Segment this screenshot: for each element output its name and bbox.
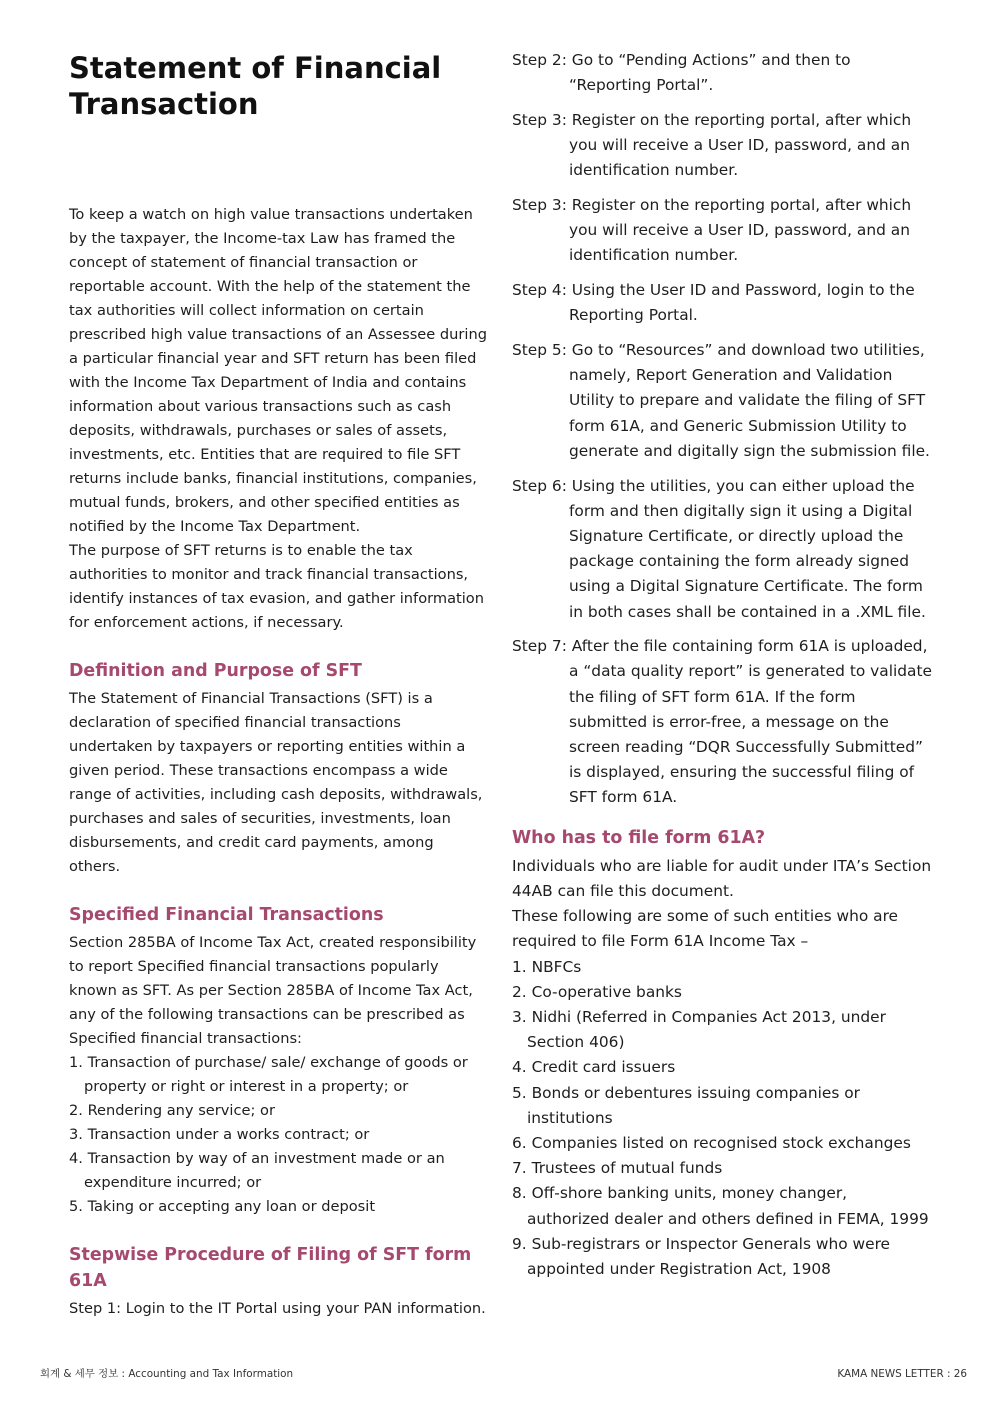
intro-paragraph-2: The purpose of SFT returns is to enable the tax authorities to monitor and track financial transactions, identify instances of tax evasion, and gather information for enforcement actions, if necessary.	[69, 542, 484, 631]
footer-page-number: KAMA NEWS LETTER : 26	[837, 1368, 967, 1380]
who-text-2: These following are some of such entities who are required to file Form 61A Income Tax –	[512, 907, 899, 951]
step-item-7: Step 7: After the file containing form 61A is uploaded, a “data quality report” is generated to validate the filing of SFT form 61A. If the form submitted is error-free, a message on the screen reading “DQR Successfully Submitted” is displayed, ensuring the successful filing of SFT form 61A.	[512, 637, 932, 807]
footer-section-label: 회계 & 세무 정보 : Accounting and Tax Information	[40, 1368, 294, 1380]
list-item: 9. Sub-registrars or Inspector Generals who were appointed under Registration Act, 1908	[512, 1234, 891, 1278]
intro-paragraph-1: To keep a watch on high value transactions undertaken by the taxpayer, the Income-tax Law has framed the concept of statement of financial transaction or reportable account. With the help of the statement the tax authorities will collect information on certain prescribed high value transactions of an Assessee during a particular financial year and SFT return has been filed with the Income Tax Department of India and contains information about various transactions such as cash deposits, withdrawals, purchases or sales of assets, investments, etc. Entities that are required to file SFT returns include banks, financial institutions, companies, mutual funds, brokers, and other specified entities as notified by the Income Tax Department.	[69, 206, 487, 535]
list-item: 1. NBFCs	[512, 957, 582, 976]
left-column	[69, 203, 489, 1321]
list-item: 2. Co-operative banks	[512, 982, 682, 1001]
step-item-5: Step 5: Go to “Resources” and download two utilities, namely, Report Generation and Validation Utility to prepare and validate the filing of SFT form 61A, and Generic Submission Utility to generate and digitally sign the submission file.	[512, 341, 930, 460]
list-item: 5. Taking or accepting any loan or deposit	[69, 1198, 376, 1215]
list-item: 7. Trustees of mutual funds	[512, 1159, 723, 1178]
step-item-3-repeat: Step 3: Register on the reporting portal, after which you will receive a User ID, password, and an identification number.	[512, 196, 912, 265]
who-heading: Who has to file form 61A?	[512, 827, 766, 848]
list-item: 4. Credit card issuers	[512, 1058, 676, 1077]
specified-heading: Specified Financial Transactions	[69, 905, 384, 925]
list-item: 2. Rendering any service; or	[69, 1102, 275, 1119]
page-title: Statement of Financial Transaction	[69, 51, 442, 121]
steps-list	[512, 48, 932, 811]
list-item: 6. Companies listed on recognised stock exchanges	[512, 1133, 911, 1152]
right-column	[512, 48, 932, 1282]
entities-list	[512, 955, 932, 1283]
step-item-2: Step 2: Go to “Pending Actions” and then to “Reporting Portal”.	[512, 51, 851, 95]
list-item: 5. Bonds or debentures issuing companies or institutions	[512, 1083, 860, 1127]
list-item: 8. Off-shore banking units, money changer, authorized dealer and others defined in FEMA, 1999	[512, 1184, 929, 1228]
list-item: 3. Transaction under a works contract; or	[69, 1126, 370, 1143]
who-text-1: Individuals who are liable for audit under ITA’s Section 44AB can file this document.	[512, 856, 932, 900]
definition-heading: Definition and Purpose of SFT	[69, 661, 362, 681]
list-item: 3. Nidhi (Referred in Companies Act 2013, under Section 406)	[512, 1007, 886, 1052]
step-item-4: Step 4: Using the User ID and Password, login to the Reporting Portal.	[512, 281, 915, 325]
list-item: 4. Transaction by way of an investment made or an expenditure incurred; or	[69, 1150, 445, 1191]
procedure-heading: Stepwise Procedure of Filing of SFT form 61A	[69, 1245, 472, 1291]
specified-list	[69, 1051, 489, 1219]
definition-text: The Statement of Financial Transactions (SFT) is a declaration of specified financial transactions undertaken by taxpayers or reporting entities within a given period. These transactions encompass a wide range of activities, including cash deposits, withdrawals, purchases and sales of securities, investments, loan disbursements, and credit card payments, among others.	[69, 690, 483, 875]
step-item-1: Step 1: Login to the IT Portal using your PAN information.	[69, 1300, 486, 1317]
step-item-3: Step 3: Register on the reporting portal, after which you will receive a User ID, password, and an identification number.	[512, 110, 912, 180]
step-item-6: Step 6: Using the utilities, you can either upload the form and then digitally sign it using a Digital Signature Certificate, or directly upload the package containing the form already signed using a Digital Signature Certificate. The form in both cases shall be contained in a .XML file.	[512, 476, 926, 621]
list-item: 1. Transaction of purchase/ sale/ exchange of goods or property or right or interest in a property; or	[69, 1054, 468, 1095]
specified-text: Section 285BA of Income Tax Act, created responsibility to report Specified financial transactions popularly known as SFT. As per Section 285BA of Income Tax Act, any of the following transactions can be prescribed as Specified financial transactions:	[69, 934, 477, 1047]
